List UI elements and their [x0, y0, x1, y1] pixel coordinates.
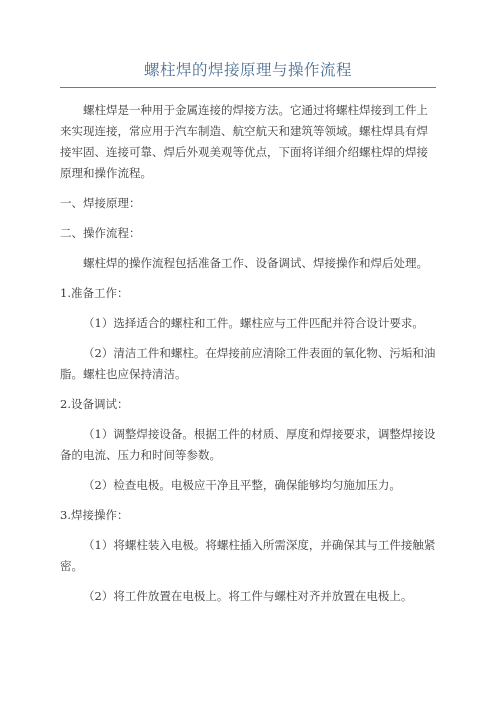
process-overview: 螺柱焊的操作流程包括准备工作、设备调试、焊接操作和焊后处理。 [83, 256, 428, 270]
step-item: （2）将工件放置在电极上。将工件与螺柱对齐并放置在电极上。 [83, 589, 413, 603]
step-heading-welding: 3.焊接操作： [60, 508, 129, 522]
section-heading-process: 二、操作流程： [60, 226, 141, 240]
step-heading-equipment: 2.设备调试： [60, 397, 129, 411]
section-heading-principle: 一、焊接原理： [60, 196, 141, 210]
document-body [60, 100, 436, 607]
step-item: （2）检查电极。电极应干净且平整，确保能够均匀施加压力。 [83, 478, 401, 492]
document-title: 螺柱焊的焊接原理与操作流程 [60, 58, 436, 88]
step-item: （1）选择适合的螺柱和工件。螺柱应与工件匹配并符合设计要求。 [83, 316, 424, 330]
intro-paragraph: 螺柱焊是一种用于金属连接的焊接方法。它通过将螺柱焊接到工件上来实现连接，常应用于汽车制造、航空航天和建筑等领域。螺柱焊具有焊接牢固、连接可靠、焊后外观美观等优点，下面将详细介绍螺柱焊的焊接原理和操作流程。 [60, 103, 428, 180]
step-item: （1）调整焊接设备。根据工件的材质、厚度和焊接要求，调整焊接设备的电流、压力和时间等参数。 [60, 427, 436, 462]
step-heading-preparation: 1.准备工作： [60, 286, 129, 300]
step-item: （2）清洁工件和螺柱。在焊接前应清除工件表面的氧化物、污垢和油脂。螺柱也应保持清洁。 [60, 346, 436, 381]
step-item: （1）将螺柱装入电极。将螺柱插入所需深度，并确保其与工件接触紧密。 [60, 538, 436, 573]
